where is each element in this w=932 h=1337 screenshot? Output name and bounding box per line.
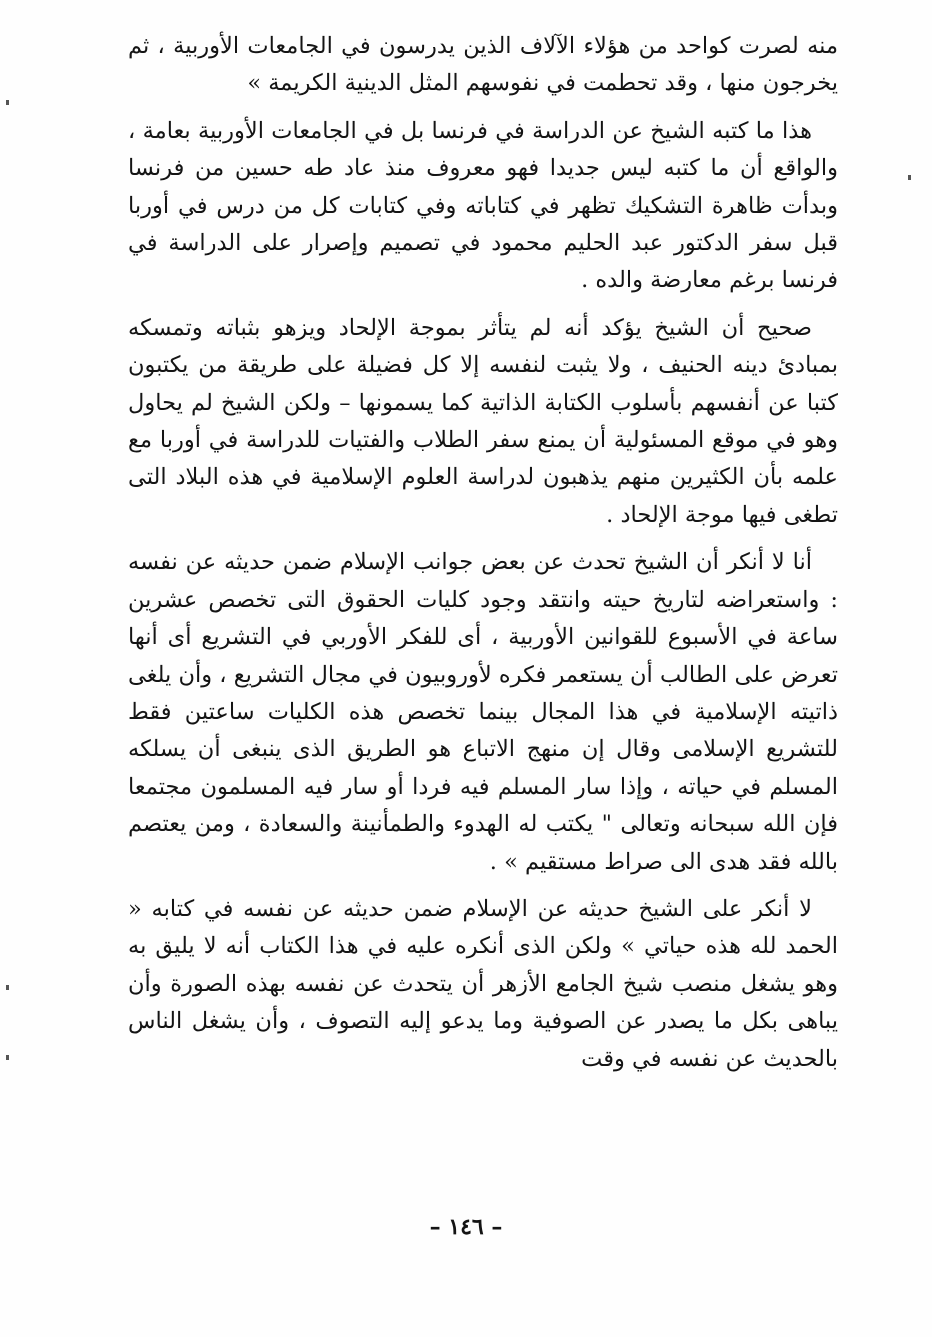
- scan-speck: [6, 1055, 9, 1060]
- paragraph-2: هذا ما كتبه الشيخ عن الدراسة في فرنسا بل في الجامعات الأوربية بعامة ، والواقع أن ما كتبه ليس جديدا فهو معروف منذ عاد طه حسين من فرنسا وبدأت ظاهرة التشكيك تظهر في كتاباته وفي كتابات كل من درس في أوربا قبل سفر الدكتور عبد الحليم محمود في تصميم وإصرار على الدراسة في فرنسا برغم معارضة والده .: [128, 117, 838, 294]
- scan-speck: [6, 985, 9, 990]
- paragraph-4: أنا لا أنكر أن الشيخ تحدث عن بعض جوانب الإسلام ضمن حديثه عن نفسه : واستعراضه لتاريخ حيته وانتقد وجود كليات الحقوق التى تخصص عشرين ساعة في الأسبوع للقوانين الأوربية ، أى للفكر الأوربي في التشريع أى أنها تعرض على الطالب أن يستعمر فكره لأوروبيون في مجال التشريع ، وأن يلغى ذاتيته الإسلامية في هذا المجال بينما تخصص هذه الكليات ساعتين فقط للتشريع الإسلامى وقال إن منهج الاتباع هو الطريق الذى ينبغى أن يسلكه المسلم في حياته ، وإذا سار المسلم فيه فردا أو سار فيه المسلمون مجتمعا فإن الله سبحانه وتعالى " يكتب له الهدوء والطمأنينة والسعادة ، ومن يعتصم بالله فقد هدى الى صراط مستقيم » .: [128, 549, 838, 875]
- scan-speck: [6, 100, 9, 105]
- page-number: – ١٤٦ –: [429, 1214, 503, 1240]
- body-text: [128, 28, 838, 1078]
- paragraph-3: صحيح أن الشيخ يؤكد أنه لم يتأثر بموجة الإلحاد ويزهو بثباته وتمسكه بمبادئ دينه الحنيف ، ولا يثبت لنفسه إلا كل فضيلة على طريقة من يكتبون كتبا عن أنفسهم بأسلوب الكتابة الذاتية كما يسمونها – ولكن الشيخ لم يحاول وهو في موقع المسئولية أن يمنع سفر الطلاب والفتيات للدراسة في أوربا مع علمه بأن الكثيرين منهم يذهبون لدراسة العلوم الإسلامية في هذه البلاد التى تطغى فيها موجة الإلحاد .: [128, 314, 838, 528]
- scan-speck: [908, 175, 911, 180]
- paragraph-5: لا أنكر على الشيخ حديثه عن الإسلام ضمن حديثه عن نفسه في كتابه « الحمد لله هذه حياتي » ولكن الذى أنكره عليه في هذا الكتاب أنه لا يليق به وهو يشغل منصب شيخ الجامع الأزهر أن يتحدث عن نفسه بهذه الصورة وأن يباهى بكل ما يصدر عن الصوفية وما يدعو إليه التصوف ، وأن يشغل الناس بالحديث عن نفسه في وقت: [128, 895, 838, 1072]
- paragraph-1: منه لصرت كواحد من هؤلاء الآلاف الذين يدرسون في الجامعات الأوربية ، ثم يخرجون منها ، وقد تحطمت في نفوسهم المثل الدينية الكريمة »: [128, 33, 838, 97]
